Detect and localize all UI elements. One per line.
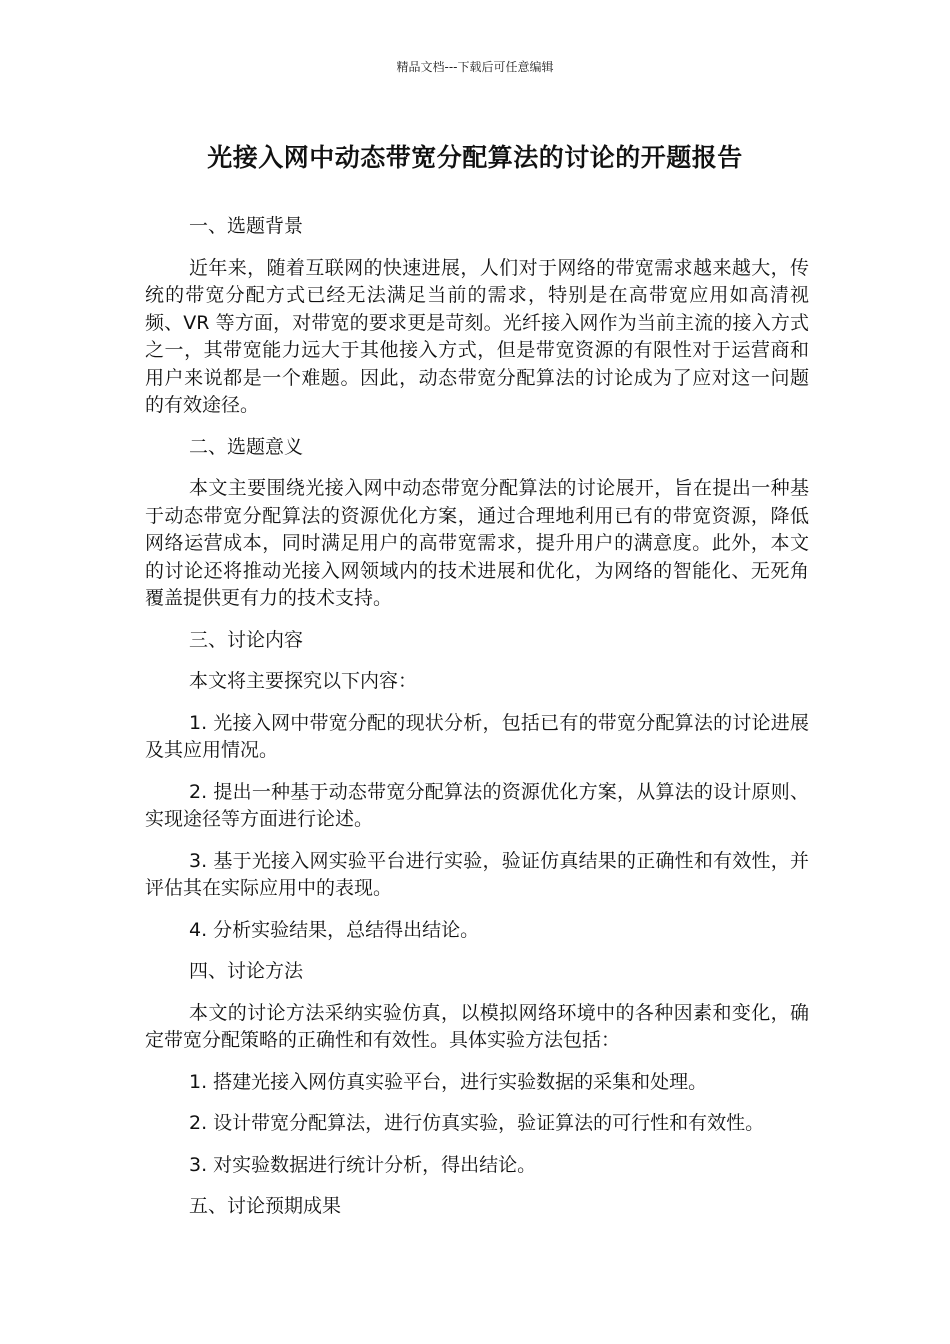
paragraph-method: 本文的讨论方法采纳实验仿真，以模拟网络环境中的各种因素和变化，确定带宽分配策略的正确性和有效性。具体实验方法包括： [145, 1001, 809, 1051]
list-item-method-2: 2. 设计带宽分配算法，进行仿真实验，验证算法的可行性和有效性。 [189, 1112, 765, 1134]
list-item-method-1: 1. 搭建光接入网仿真实验平台，进行实验数据的采集和处理。 [189, 1070, 708, 1093]
paragraph-content-intro: 本文将主要探究以下内容： [189, 670, 418, 692]
list-item-method-3: 3. 对实验数据进行统计分析，得出结论。 [189, 1153, 537, 1176]
section-heading-method: 四、讨论方法 [189, 960, 304, 982]
section-heading-significance: 二、选题意义 [189, 435, 304, 458]
list-item-content-4: 4. 分析实验结果，总结得出结论。 [189, 918, 480, 941]
list-item-content-1: 1. 光接入网中带宽分配的现状分析，包括已有的带宽分配算法的讨论进展及其应用情况。 [145, 711, 809, 761]
section-heading-outcomes: 五、讨论预期成果 [189, 1195, 342, 1217]
section-heading-background: 一、选题背景 [189, 215, 304, 237]
list-item-content-2: 2. 提出一种基于动态带宽分配算法的资源优化方案，从算法的设计原则、实现途径等方面进行论述。 [145, 780, 809, 830]
section-heading-content: 三、讨论内容 [189, 628, 304, 651]
paragraph-background: 近年来，随着互联网的快速进展，人们对于网络的带宽需求越来越大，传统的带宽分配方式已经无法满足当前的需求，特别是在高带宽应用如高清视频、VR 等方面，对带宽的要求更是苛刻。光纤接入网作为当前主流的接入方式之一，其带宽能力远大于其他接入方式，但是带宽资源的有限性对于运营商和用户来说都是一个难题。因此，动态带宽分配算法的讨论成为了应对这一问题的有效途径。 [145, 256, 809, 416]
list-item-content-3: 3. 基于光接入网实验平台进行实验，验证仿真结果的正确性和有效性，并评估其在实际应用中的表现。 [145, 849, 809, 899]
page-header-note: 精品文档---下载后可任意编辑 [396, 60, 554, 74]
document-title: 光接入网中动态带宽分配算法的讨论的开题报告 [207, 143, 743, 172]
document-body [145, 213, 809, 1235]
paragraph-significance: 本文主要围绕光接入网中动态带宽分配算法的讨论展开，旨在提出一种基于动态带宽分配算法的资源优化方案，通过合理地利用已有的带宽资源，降低网络运营成本，同时满足用户的高带宽需求，提升用户的满意度。此外，本文的讨论还将推动光接入网领域内的技术进展和优化，为网络的智能化、无死角覆盖提供更有力的技术支持。 [145, 477, 809, 609]
